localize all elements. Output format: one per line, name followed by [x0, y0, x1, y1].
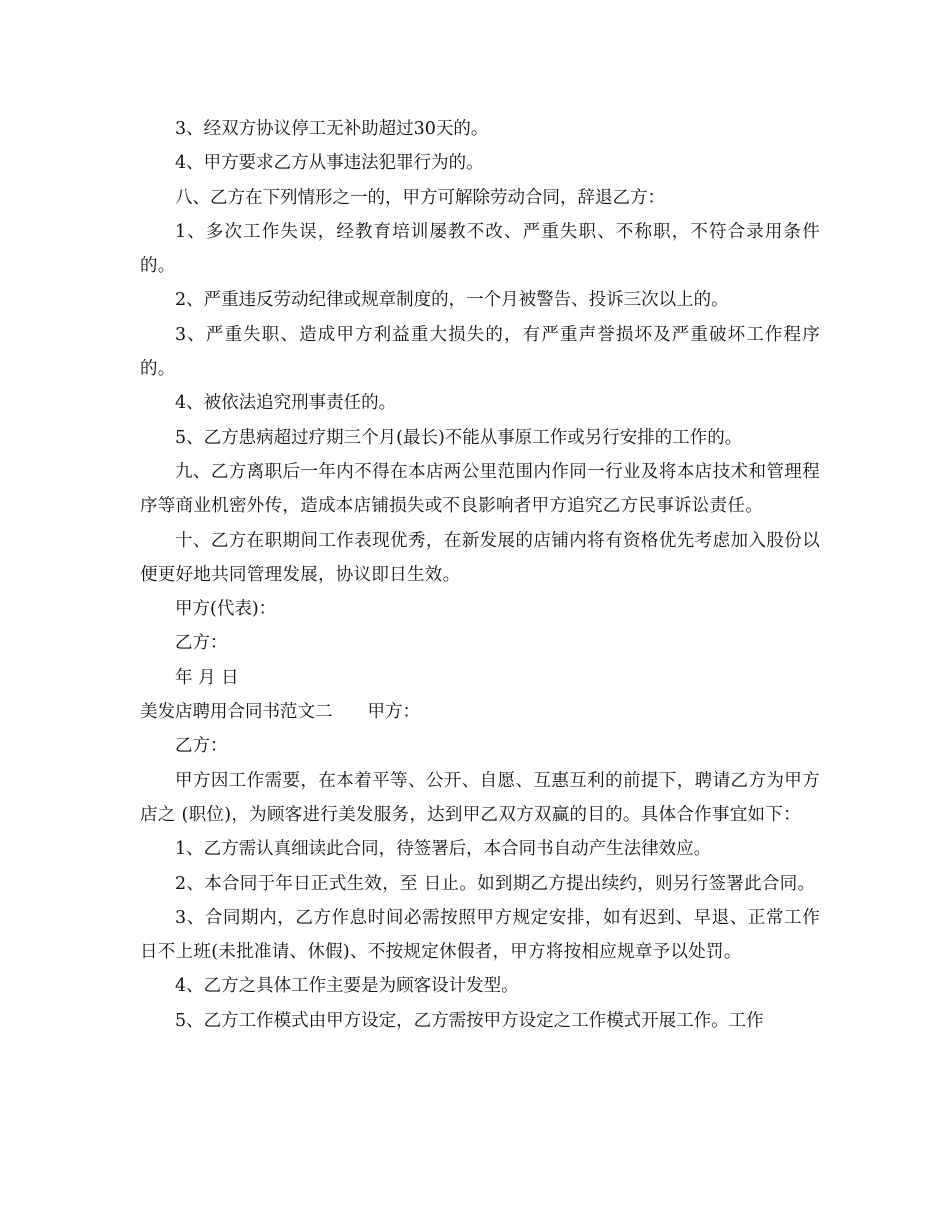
second-contract-title: 美发店聘用合同书范文二 甲方：: [140, 702, 420, 723]
clause-8-4: 4、被依法追究刑事责任的。: [175, 393, 397, 414]
clause-8: 八、乙方在下列情形之一的，甲方可解除劳动合同，辞退乙方：: [175, 187, 665, 208]
signature-party-b: 乙方：: [175, 633, 228, 654]
clause-8-3: 3、严重失职、造成甲方利益重大损失的，有严重声誉损坏及严重破坏工作程序的。: [140, 324, 820, 380]
clause-9: 九、乙方离职后一年内不得在本店两公里范围内作同一行业及将本店技术和管理程序等商业机密外传，造成本店铺损失或不良影响者甲方追究乙方民事诉讼责任。: [140, 461, 820, 517]
signature-date: 年 月 日: [175, 667, 239, 688]
second-contract-clause-1: 1、乙方需认真细读此合同，待签署后，本合同书自动产生法律效应。: [175, 839, 712, 860]
second-contract-clause-5: 5、乙方工作模式由甲方设定，乙方需按甲方设定之工作模式开展工作。工作: [175, 1010, 764, 1031]
clause-8-2: 2、严重违反劳动纪律或规章制度的，一个月被警告、投诉三次以上的。: [175, 290, 729, 311]
second-contract-clause-2: 2、本合同于年日正式生效，至 日止。如到期乙方提出续约，则另行签署此合同。: [175, 873, 816, 894]
clause-7-4: 4、甲方要求乙方从事违法犯罪行为的。: [175, 153, 484, 174]
second-contract-clause-4: 4、乙方之具体工作主要是为顾客设计发型。: [175, 976, 519, 997]
second-contract-intro: 甲方因工作需要，在本着平等、公开、自愿、互惠互利的前提下，聘请乙方为甲方店之 (职位)，为顾客进行美发服务，达到甲乙双方双赢的目的。具体合作事宜如下：: [140, 770, 820, 825]
second-contract-party-b: 乙方：: [175, 736, 228, 757]
second-contract-clause-3: 3、合同期内，乙方作息时间必需按照甲方规定安排，如有迟到、早退、正常工作日不上班(未批准请、休假)、不按规定休假者，甲方将按相应规章予以处罚。: [140, 907, 820, 963]
clause-7-3: 3、经双方协议停工无补助超过30天的。: [175, 119, 489, 139]
clause-10: 十、乙方在职期间工作表现优秀，在新发展的店铺内将有资格优先考虑加入股份以便更好地共同管理发展，协议即日生效。: [140, 530, 820, 585]
signature-party-a: 甲方(代表)：: [175, 599, 277, 620]
document-body: [140, 112, 820, 1038]
clause-8-5: 5、乙方患病超过疗期三个月(最长)不能从事原工作或另行安排的工作的。: [175, 427, 743, 448]
clause-8-1: 1、多次工作失误，经教育培训屡教不改、严重失职、不称职，不符合录用条件的。: [140, 221, 820, 277]
